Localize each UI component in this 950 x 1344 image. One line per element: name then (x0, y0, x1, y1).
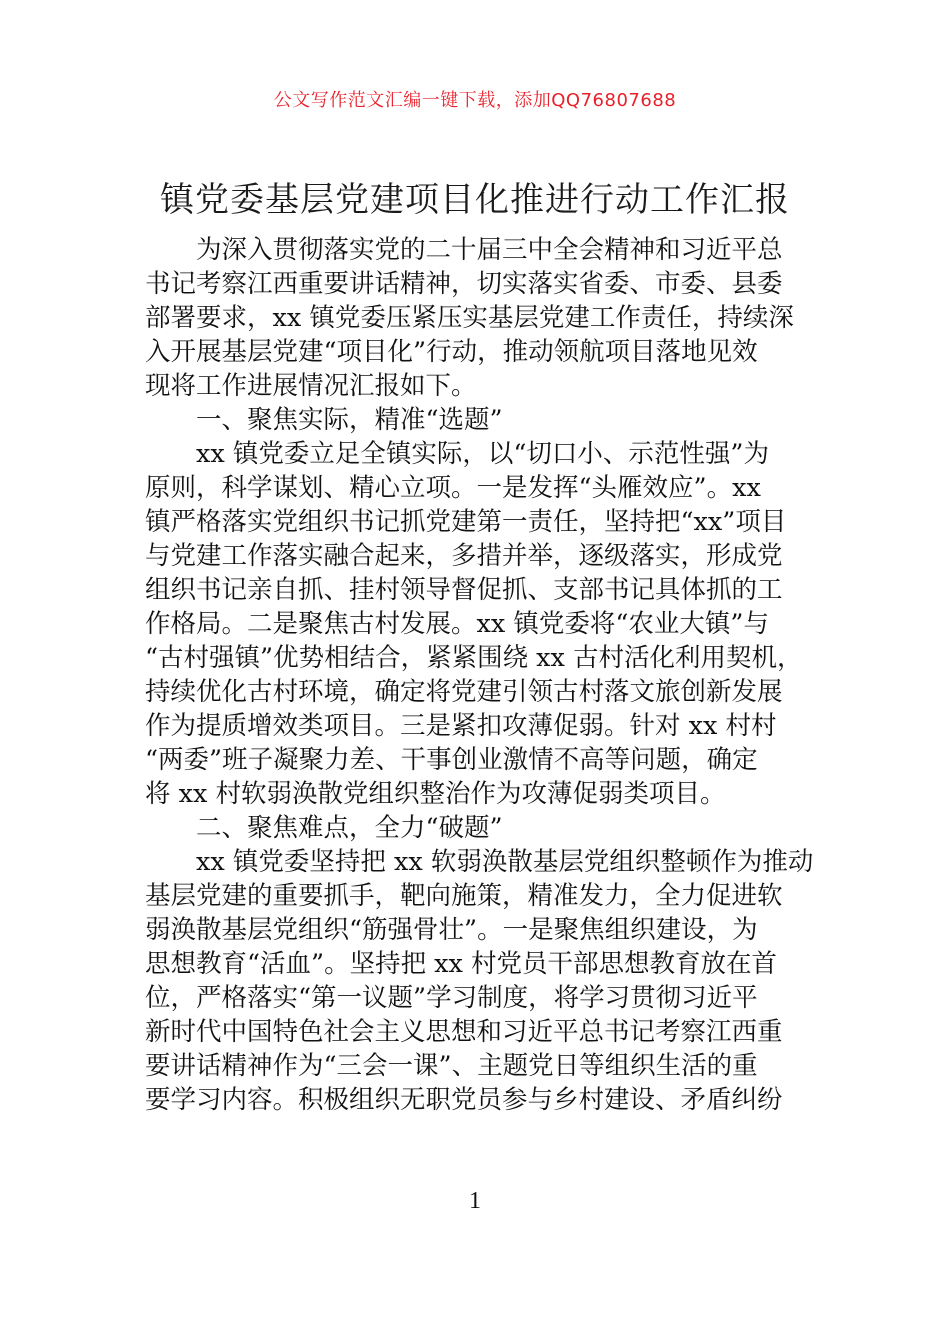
page-number: 1 (469, 1188, 481, 1214)
body-line: 现将工作进展情况汇报如下。 (145, 371, 477, 401)
body-line: 基层党建的重要抓手，靶向施策，精准发力，全力促进软 (145, 881, 783, 911)
body-line: 要讲话精神作为“三会一课”、主题党日等组织生活的重 (145, 1051, 758, 1081)
body-line: 部署要求，xx 镇党委压紧压实基层党建工作责任，持续深 (145, 303, 794, 333)
document-body (145, 233, 813, 1117)
body-line: “古村强镇”优势相结合，紧紧围绕 xx 古村活化利用契机， (145, 643, 803, 673)
section-heading: 二、聚焦难点，全力“破题” (196, 813, 503, 843)
body-line: 要学习内容。积极组织无职党员参与乡村建设、矛盾纠纷 (145, 1085, 783, 1115)
body-line: 与党建工作落实融合起来，多措并举，逐级落实，形成党 (145, 541, 783, 571)
body-line: 持续优化古村环境，确定将党建引领古村落文旅创新发展 (145, 677, 783, 707)
body-line: xx 镇党委坚持把 xx 软弱涣散基层党组织整顿作为推动 (196, 847, 813, 877)
body-line: 作为提质增效类项目。三是紧扣攻薄促弱。针对 xx 村村 (145, 711, 777, 741)
body-line: 组织书记亲自抓、挂村领导督促抓、支部书记具体抓的工 (145, 575, 783, 605)
body-line: 入开展基层党建“项目化”行动，推动领航项目落地见效 (145, 337, 758, 367)
body-line: 新时代中国特色社会主义思想和习近平总书记考察江西重 (145, 1017, 783, 1047)
body-line: 书记考察江西重要讲话精神，切实落实省委、市委、县委 (145, 269, 783, 299)
document-title: 镇党委基层党建项目化推进行动工作汇报 (160, 180, 790, 220)
body-line: 将 xx 村软弱涣散党组织整治作为攻薄促弱类项目。 (145, 779, 726, 809)
body-line: 作格局。二是聚焦古村发展。xx 镇党委将“农业大镇”与 (145, 609, 769, 639)
body-line: 位，严格落实“第一议题”学习制度，将学习贯彻习近平 (145, 983, 758, 1013)
body-line: 镇严格落实党组织书记抓党建第一责任，坚持把“xx”项目 (145, 507, 787, 537)
body-line: 原则，科学谋划、精心立项。一是发挥“头雁效应”。xx (145, 473, 761, 503)
body-line: xx 镇党委立足全镇实际，以“切口小、示范性强”为 (196, 439, 769, 469)
watermark-banner: 公文写作范文汇编一键下载，添加QQ76807688 (273, 90, 677, 111)
body-line: 思想教育“活血”。坚持把 xx 村党员干部思想教育放在首 (145, 949, 778, 979)
body-line: 为深入贯彻落实党的二十届三中全会精神和习近平总 (196, 235, 783, 265)
body-line: 弱涣散基层党组织“筋强骨壮”。一是聚焦组织建设，为 (145, 915, 758, 945)
body-line: “两委”班子凝聚力差、干事创业激情不高等问题，确定 (145, 745, 758, 775)
section-heading: 一、聚焦实际，精准“选题” (196, 405, 503, 435)
